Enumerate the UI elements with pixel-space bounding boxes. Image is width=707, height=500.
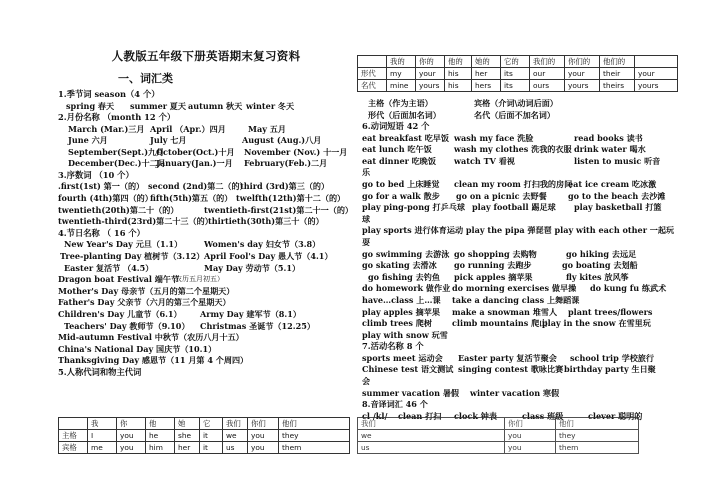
season-item: summer 夏天 [130,100,186,111]
table-row [358,80,678,92]
festival-row [58,297,354,309]
verb-item: do morning exercises 做早操 [452,283,577,294]
festival-row [58,344,354,356]
verb-row [362,144,702,156]
table-header-row [358,56,678,68]
verb-item: drink water 喝水 [574,144,646,155]
verb-row [362,272,702,284]
table-cell: 名代 [358,80,387,92]
verb-row [362,225,702,237]
verb-item: go for a walk 散步 [362,190,440,201]
phonics-item: class 班级 [522,410,564,421]
ordinal-item: thirtieth(30th)第三十（的） [208,216,324,227]
month-item: June 六月 [68,135,108,146]
ordinals-row [58,216,354,228]
table-cell: him [146,442,175,454]
season-item: winter 冬天 [246,100,295,111]
verb-item: go running 去跑步 [454,260,532,271]
verbs-heading: 6.动词短语 42 个 [362,121,430,132]
table-cell: their [600,68,635,80]
pronoun-note: 名代（后面不加名词） [474,109,555,120]
festival-item: Dragon boat Festival 端午节 [58,274,180,285]
festival-item: May Day 劳动节（5.1） [204,262,301,273]
verb-row [362,283,702,295]
festivals-heading: 4.节日名称 （ 16 个） [58,227,145,238]
phonics-item: clean 打扫 [398,410,442,421]
verb-item: do kung fu 练武术 [590,283,667,294]
table-cell: them [556,442,639,454]
festival-item: Easter 复活节 （4.5） [64,262,154,273]
table-cell: I [88,430,117,442]
ordinal-item: second (2nd)第二（的） [148,181,248,192]
month-item: August (Aug.)八月 [242,135,322,146]
table-row [358,68,678,80]
festival-item: Father's Day 父亲节（六月的第三个星期天） [58,297,231,308]
festival-row [58,355,354,367]
verb-item: read books 读书 [574,132,643,143]
ordinal-item: fourth (4th)第四（的） [58,193,153,204]
table-cell: 你的 [416,56,445,68]
month-item: November (Nov.) 十一月 [244,146,348,157]
table-cell: 你们 [505,418,556,430]
verb-item: watch TV 看视 [454,155,515,166]
table-cell: you [248,442,279,454]
table-cell: she [175,430,200,442]
possessive-pronoun-table [357,55,678,92]
subject-object-pronoun-table [58,417,350,454]
activity-item: sports meet 运动会 [362,352,443,363]
table-cell: 她 [175,418,200,430]
verb-item: eat dinner 吃晚饭 [362,155,436,166]
verb-row [362,307,702,319]
verb-row [362,202,702,214]
table-cell: 你 [117,418,146,430]
table-cell [358,56,387,68]
table-cell: 我们 [358,418,505,430]
table-cell: 我 [88,418,117,430]
festival-item: Army Day 建军节（8.1） [200,308,301,319]
festival-item: New Year's Day 元旦（1.1） [64,239,183,250]
table-cell: 你们的 [565,56,600,68]
seasons-heading: 1.季节词 season（4 个） [58,89,160,99]
table-cell: theirs [600,80,635,92]
month-item: May 五月 [248,123,286,134]
month-item: December(Dec.)十二月 [68,158,166,169]
table-cell: our [530,68,565,80]
festival-item: Christmas 圣诞节（12.25） [200,320,315,331]
pronoun-note-row [362,110,702,122]
activity-item: Chinese test 语文测试 [362,364,454,375]
pronouns-heading: 5.人称代词和物主代词 [58,366,142,377]
transliteration-heading: 8.音译词汇 46 个 [362,399,428,410]
festival-row [58,309,354,321]
table-cell [59,418,88,430]
seasons-row [58,101,354,113]
verb-item: play football 踢足球 [472,202,556,213]
verb-row [362,318,702,330]
table-cell: 他 [146,418,175,430]
verb-item: eat lunch 吃午饭 [362,144,432,155]
pronoun-note: 宾格（介词\动词后面） [474,98,558,108]
activity-wrap-char: 会 [362,376,371,387]
festival-row [58,239,354,251]
document-title: 人教版五年级下册英语期末复习资料 [111,49,301,63]
festival-item: Tree-planting Day 植树节（3.12） [60,250,205,261]
verb-item: play in the snow 在雪里玩 [542,318,651,329]
verb-item: go swimming 去游泳 [362,248,450,259]
verb-item: take a dancing class 上舞蹈课 [452,295,580,305]
month-item: January(Jan.)一月 [156,158,233,169]
verb-row [362,179,702,191]
table-cell: we [223,430,248,442]
verb-item: pick apples 摘苹果 [454,271,533,282]
table-cell: he [146,430,175,442]
table-cell: me [88,442,117,454]
table-cell: you [248,430,279,442]
verb-item: clean my room 打扫我的房间 [454,179,573,190]
table-cell: it [200,442,223,454]
verb-item: listen to music 听音 [574,155,661,166]
months-row [58,147,354,159]
activities-heading: 7.活动名称 8 个 [362,341,424,352]
table-cell: 它的 [501,56,530,68]
festival-row [58,286,354,298]
verb-row [362,295,702,307]
festival-row [58,332,354,344]
right-column-text [362,98,702,422]
verb-item: go shopping 去购物 [454,248,537,259]
verb-item: play ping-pong 打乒乓球 [362,202,465,213]
table-cell: you [117,442,146,454]
table-cell: they [279,430,350,442]
verb-item: plant trees/flowers [568,306,653,317]
vacation-item: summer vacation 暑假 [362,387,460,398]
ordinals-heading: 3.序数词 （10 个） [58,169,134,180]
activity-item: school trip 学校旅行 [570,352,654,363]
festival-row [58,321,354,333]
table-cell: 他的 [445,56,472,68]
festival-item: Women's day 妇女节（3.8） [204,239,321,250]
festival-row [58,274,354,286]
months-row [58,124,354,136]
verb-item: have…class 上…课 [362,295,441,305]
verb-item: play with snow 玩雪 [362,329,448,340]
ordinal-item: .first(1st) 第一（的） [58,181,145,192]
verb-row [362,167,702,179]
festival-item: China's National Day 国庆节（10.1） [58,343,217,354]
table-cell: you [505,442,556,454]
verb-row [362,237,702,249]
table-cell: its [501,80,530,92]
verb-item: go to the beach 去沙滩 [568,190,666,201]
verb-item: play basketball 打篮 [574,202,662,213]
verb-row [362,330,702,342]
verb-wrap-char: 耍 [362,237,371,248]
ordinal-item: twelfth(12th)第十二（的） [236,193,346,204]
table-cell: 我们 [223,418,248,430]
table-cell: 它 [200,418,223,430]
table-cell: 他们 [556,418,639,430]
table-cell: them [279,442,350,454]
table-cell: us [358,442,505,454]
phonics-item: cl /kl/ [362,410,388,421]
festival-item: Thanksgiving Day 感恩节（11 月第 4 个周四） [58,355,249,366]
table-cell: your [565,68,600,80]
table-cell: they [556,430,639,442]
festival-item: Children's Day 儿童节（6.1） [58,308,182,319]
table-cell: its [501,68,530,80]
table-cell: 形代 [358,68,387,80]
table-row [59,430,350,442]
overlap-row [362,399,702,411]
table-cell: we [358,430,505,442]
table-row [358,430,639,442]
verb-item: go to bed 上床睡觉 [362,179,440,190]
table-cell: us [223,442,248,454]
verb-row [362,156,702,168]
month-item: April （Apr.）四月 [150,123,226,134]
overlap-row [362,388,702,400]
table-cell: 她的 [472,56,501,68]
table-cell: ours [530,80,565,92]
activity-item: Easter party 复活节聚会 [458,352,557,363]
table-cell: yours [416,80,445,92]
table-row [358,442,639,454]
months-row [58,135,354,147]
festival-item: Mother's Day 母亲节（五月的第二个星期天） [58,285,235,296]
verb-item: play sports 进行体育运动 play the pipa 弹琵琶 play with each other 一起玩 [362,225,675,236]
ordinal-item: fifth(5th)第五（的） [150,193,233,204]
verb-item: climb mountains 爬山 [452,318,548,329]
activity-row [362,353,702,365]
activity-item: singing contest 歌咏比赛 [458,364,564,375]
pronoun-note: 形代（后面加名词） [368,109,441,120]
verb-item: play apples 摘苹果 [362,306,440,317]
season-item: autumn 秋天 [188,100,243,111]
verb-row [362,191,702,203]
festival-item: Teachers' Day 教师节（9.10） [64,320,190,331]
festival-item: April Fool's Day 愚人节（4.1） [204,250,333,261]
activity-row [362,364,702,376]
months-row [58,158,354,170]
verb-item: wash my clothes 洗我的衣服 [454,144,572,155]
phonics-item: clock 钟表 [454,410,497,421]
activity-item: birthday party 生日聚 [564,364,656,375]
table-cell: hers [472,80,501,92]
verb-item: wash my face 洗脸 [454,132,534,143]
table-cell: her [175,442,200,454]
table-cell: it [200,430,223,442]
verb-item: do homework 做作业 [362,283,451,294]
table-cell [635,56,678,68]
phonics-item: clever 聪明的 [588,410,643,421]
table-cell: his [445,68,472,80]
table-cell: mine [387,80,416,92]
month-item: October(Oct.)十月 [156,146,235,157]
overlapping-table-fragment [357,417,639,454]
table-cell: 主格 [59,430,88,442]
table-cell: her [472,68,501,80]
table-cell: his [445,80,472,92]
ordinal-item: twentieth-third(23rd)第二十三（的） [58,216,213,227]
month-item: September(Sept.)九月 [68,146,165,157]
vacation-item: winter vacation 寒假 [470,387,560,398]
table-cell: 宾格 [59,442,88,454]
table-cell: yours [565,80,600,92]
verb-wrap-char: 球 [362,213,371,224]
section-title-vocabulary: 一、词汇类 [118,72,173,85]
festival-item: Mid-autumn Festival 中秋节（农历八月十五） [58,332,244,343]
table-cell: you [117,430,146,442]
pronoun-note: 主格（作为主语） [368,98,433,108]
ordinal-item: twentieth-first(21st)第二十一（的） [204,204,354,215]
verb-item: go skating 去滑冰 [362,260,437,271]
left-column [58,48,354,378]
table-cell: 我的 [387,56,416,68]
festival-row [58,251,354,263]
table-cell: you [505,430,556,442]
verb-row [362,249,702,261]
month-item: March (Mar.)三月 [68,123,145,134]
verb-item: make a snowman 堆雪人 [452,306,558,317]
festival-row [58,263,354,275]
verb-item: go on a picnic 去野餐 [456,190,547,201]
month-item: February(Feb.)二月 [244,158,328,169]
verb-row [362,133,702,145]
verb-item: climb trees 爬树 [362,318,432,329]
table-cell: 他们 [279,418,350,430]
table-cell: yours [635,80,678,92]
verb-item: go fishing 去钓鱼 [368,271,440,282]
table-cell: my [387,68,416,80]
table-cell: your [416,68,445,80]
verb-item: eat breakfast 吃早饭 [362,132,449,143]
table-cell: 我们的 [530,56,565,68]
ordinal-item: twentieth(20th)第二十（的） [58,204,179,215]
verb-wrap-char: 乐 [362,167,371,178]
table-row [59,442,350,454]
table-cell: your [635,68,678,80]
verb-row [362,260,702,272]
table-cell: 他们的 [600,56,635,68]
verb-item: fly kites 放风筝 [566,271,629,282]
ordinals-row [58,193,354,205]
season-item: spring 春天 [66,100,115,111]
months-heading: 2.月份名称 （month 12 个） [58,112,176,123]
verb-item: go boating 去划船 [562,260,638,271]
verb-item: go hiking 去远足 [566,248,637,259]
table-cell: 你们 [248,418,279,430]
verb-item: eat ice cream 吃冰激 [568,179,657,190]
verb-row [362,214,702,226]
table-row [358,418,639,430]
ordinals-row [58,205,354,217]
festival-note: （农历五月初五） [168,275,224,284]
ordinal-item: third (3rd)第三（的） [240,181,330,192]
table-header-row [59,418,350,430]
ordinals-row [58,181,354,193]
month-item: July 七月 [150,135,187,146]
pronoun-note-row [362,98,702,110]
activity-row [362,376,702,388]
